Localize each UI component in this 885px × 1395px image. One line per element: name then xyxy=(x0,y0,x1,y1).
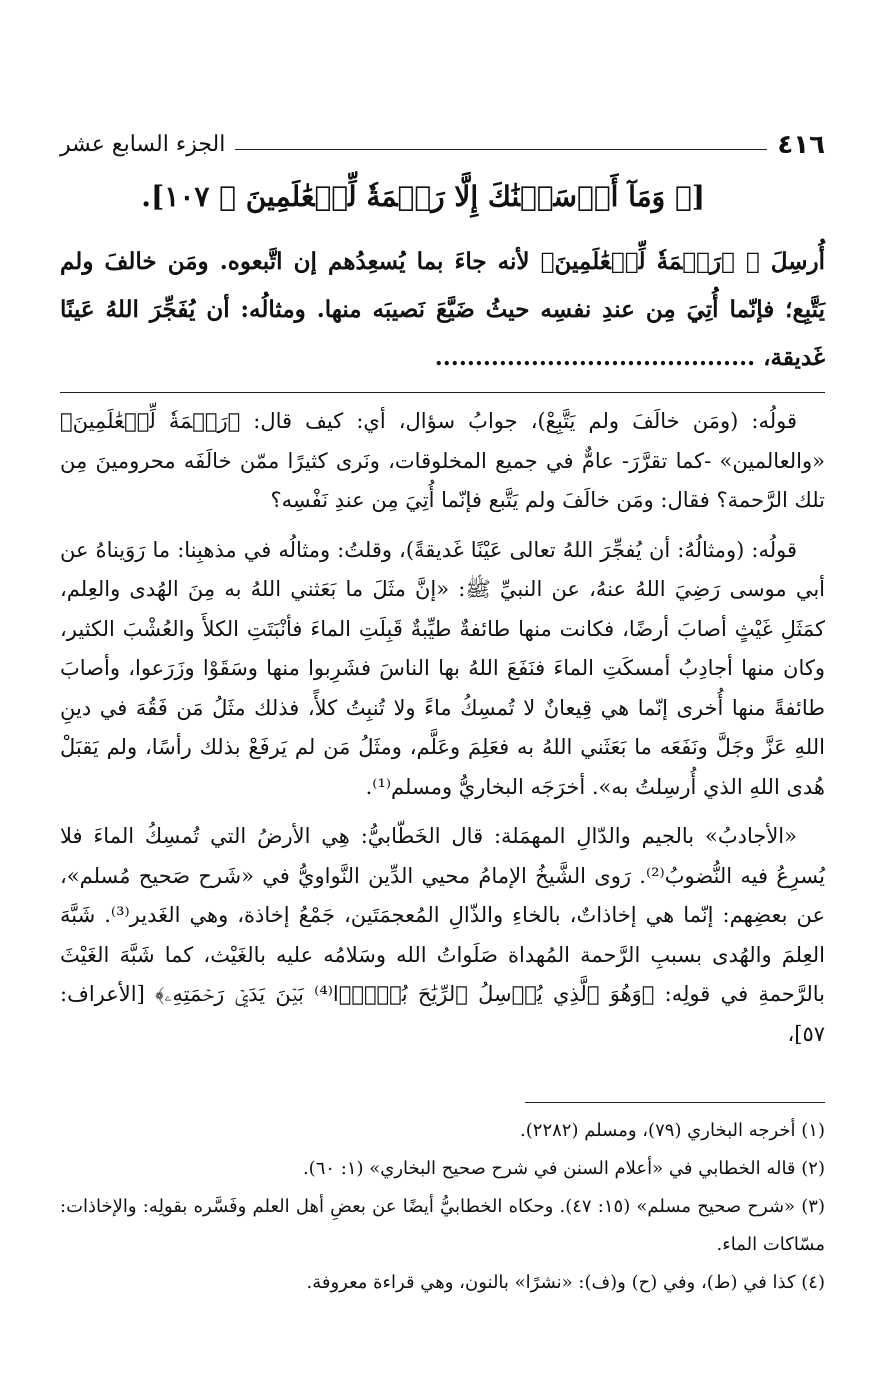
book-page xyxy=(60,0,825,1395)
commentary-paragraph-2: قولُه: (ومثالُهُ: أن يُفجِّرَ اللهُ تعالى عَيْنًا غَديقةً)، وقلتُ: ومثالُه في مذهبِنا: ما رَوَيناهُ عن أبي موسى رَضِيَ اللهُ عنهُ، عن النبيِّ ﷺ: «إنَّ مثَلَ ما بَعَثني اللهُ به مِنَ الهُدى والعِلم، كمَثَلِ غَيْثٍ أصابَ أرضًا، فكانت منها طائفةٌ طيِّبةٌ قَبِلَتِ الماءَ فأنْبَتَتِ الكلأَ والعُشْبَ الكثير، وكان منها أجادِبُ أمسكَتِ الماءَ فنَفَعَ اللهُ بها الناسَ فشَرِبوا منها وسَقَوْا وزَرَعوا، وأصابَ طائفةً منها أُخرى إنّما هي قِيعانٌ لا تُمسِكُ ماءً ولا تُنبِتُ كلأً، فذلك مثَلُ مَن فَقُهَ في دينِ اللهِ عَزَّ وجَلَّ ونَفَعَه ما بَعَثَني اللهُ به فعَلِمَ وعَلَّم، ومثَلُ مَن لم يَرفَعْ بذلك رأسًا، ولم يَقبَلْ هُدى اللهِ الذي أُرسِلتُ به». أخرَجَه البخاريُّ ومسلم⁽¹⁾. xyxy=(60,537,825,799)
commentary-paragraph-1: قولُه: (ومَن خالَفَ ولم يَتَّبِعْ)، جوابُ سؤال، أي: كيف قال: ﴿رَحۡمَةٗ لِّلۡعَٰلَمِينَ﴾ «والعالمين» -كما تقرَّرَ- عامٌّ في جميع المخلوقات، ونَرى كثيرًا ممّن خالَفَه محرومينَ مِن تلك الرَّحمة؟ فقال: ومَن خالَفَ ولم يَتَّبع فإنّما أُتِيَ مِن عندِ نَفْسِه؟ xyxy=(60,409,825,512)
header-rule xyxy=(235,149,767,150)
main-text xyxy=(60,238,825,382)
footnote-1: (١) أخرجه البخاري (٧٩)، ومسلم (٢٢٨٢). xyxy=(520,1120,825,1141)
page-header xyxy=(60,120,825,160)
footnote-4: (٤) كذا في (ط)، وفي (ح) و(ف): «نشرًا» بالنون، وهي قراءة معروفة. xyxy=(306,1272,825,1293)
page-number: ٤١٦ xyxy=(777,130,825,160)
main-divider xyxy=(60,392,825,393)
quran-verse: [﴿ وَمَآ أَرۡسَلۡنَٰكَ إِلَّا رَحۡمَةٗ لِّلۡعَٰلَمِينَ ﴾ ١٠٧]. xyxy=(141,180,705,213)
running-title: الجزء السابع عشر xyxy=(60,132,226,157)
footnote-rule xyxy=(525,1102,825,1103)
footnotes xyxy=(60,1112,825,1302)
main-paragraph: أُرسِلَ ﷺ ﴿رَحۡمَةٗ لِّلۡعَٰلَمِينَ﴾ لأنه جاءَ بما يُسعِدُهم إن اتَّبعوه. ومَن خالفَ ولم يَتَّبِع؛ فإنّما أُتِيَ مِن عندِ نفسِه حيثُ ضَيَّعَ نَصيبَه منها. ومثالُه: أن يُفَجِّرَ اللهُ عَينًا غَديقة، ........................................ xyxy=(60,248,825,371)
commentary xyxy=(60,402,825,1064)
commentary-paragraph-3: «الأجادبُ» بالجيم والدّالِ المهمَلة: قال الخَطّابيُّ: هِي الأرضُ التي تُمسِكُ الماءَ فلا يُسرِعُ فيه النُّضوبُ⁽²⁾. رَوى الشَّيخُ الإمامُ محيي الدِّين النَّواويُّ في «شَرح صَحيح مُسلم»، عن بعضِهم: إنّما هي إخاذاتٌ، بالخاءِ والذّالِ المُعجمَتَين، جَمْعُ إخاذة، وهي الغَدير⁽³⁾. شَبَّهَ العِلمَ والهُدى بسببِ الرَّحمة المُهداة صَلَواتُ الله وسَلامُه عليه بالغَيْث، كما شَبَّهَ الغَيْثَ بالرَّحمةِ في قولِه: ﴿وَهُوَ ٱلَّذِي يُرۡسِلُ ٱلرِّيَٰحَ بُشۡرَۢا⁽⁴⁾ بَيۡنَ يَدَيۡ رَحۡمَتِهِۦ﴾ [الأعراف: ٥٧]، xyxy=(60,824,825,1046)
footnote-3: (٣) «شرح صحيح مسلم» (١٥: ٤٧). وحكاه الخطابيُّ أيضًا عن بعضِ أهل العلم وفَسَّره بقولِه: والإخاذات: مسّاكات الماء. xyxy=(60,1196,825,1255)
footnote-2: (٢) قاله الخطابي في «أعلام السنن في شرح صحيح البخاري» (١: ٦٠). xyxy=(302,1158,825,1179)
